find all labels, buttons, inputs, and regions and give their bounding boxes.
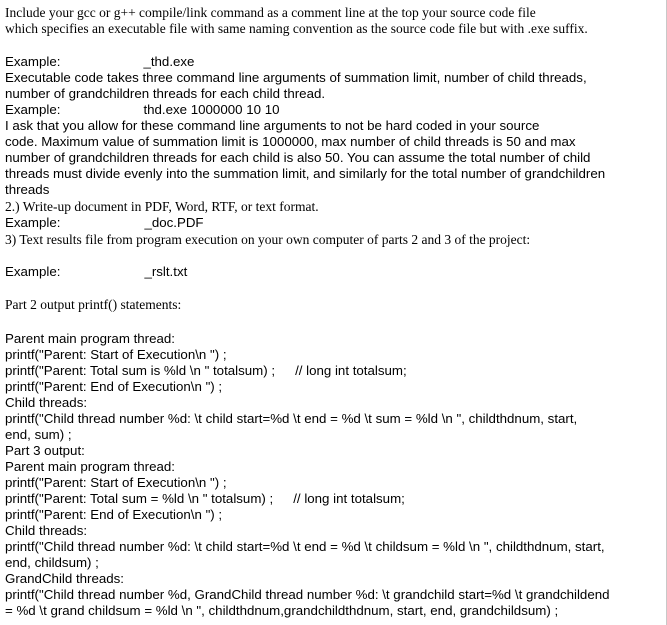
part-3-child-label: Child threads: <box>5 523 88 538</box>
part-3-printf-end: printf("Parent: End of Execution\n ") ; <box>5 507 223 522</box>
part-3-grandchild-line-1: printf("Child thread number %d, GrandChild thread number %d: \t grandchild start=%d \t grandchildend <box>5 587 610 602</box>
code-comment: // long int totalsum; <box>293 491 405 506</box>
part-2-child-label: Child threads: <box>5 395 88 410</box>
intro-line-2: which specifies an executable file with same naming convention as the source code file but with .exe suffix. <box>5 21 588 36</box>
part-3-printf-total <box>5 491 405 507</box>
example-label: Example: <box>5 215 61 230</box>
para-line-4: threads must divide evenly into the summation limit, and similarly for the total number of grandchildren <box>5 166 606 181</box>
args-line-1: Executable code takes three command line arguments of summation limit, number of child threads, <box>5 70 587 85</box>
para-line-3: number of grandchildren threads for each child is also 50. You can assume the total number of child <box>5 150 591 165</box>
part-3-grandchild-line-2: = %d \t grand childsum = %ld \n ", childthdnum,grandchildthdnum, start, end, grandchildsum) ; <box>5 603 559 618</box>
example-results <box>5 264 187 280</box>
example-executable <box>5 54 194 70</box>
part-3-child-line-1: printf("Child thread number %d: \t child start=%d \t end = %d \t childsum = %ld \n ", childthdnum, start, <box>5 539 605 554</box>
example-doc <box>5 215 204 231</box>
example-value: thd.exe 1000000 10 10 <box>143 102 280 117</box>
part-3-child-line-2: end, childsum) ; <box>5 555 99 570</box>
part-3-parent-label: Parent main program thread: <box>5 459 175 474</box>
para-line-5: threads <box>5 182 50 197</box>
section-3-heading: 3) Text results file from program execution on your own computer of parts 2 and 3 of the project: <box>5 232 531 247</box>
example-args <box>5 102 279 118</box>
part-3-heading: Part 3 output: <box>5 443 85 458</box>
redacted-name <box>60 264 144 278</box>
intro-line-1: Include your gcc or g++ compile/link command as a comment line at the top your source code file <box>5 5 536 20</box>
part-2-printf-total <box>5 363 407 379</box>
part-2-child-line-1: printf("Child thread number %d: \t child start=%d \t end = %d \t sum = %ld \n ", childthdnum, start, <box>5 411 578 426</box>
section-2-heading: 2.) Write-up document in PDF, Word, RTF, or text format. <box>5 199 319 214</box>
part-2-printf-end: printf("Parent: End of Execution\n ") ; <box>5 379 223 394</box>
redacted-name <box>60 54 143 68</box>
part-2-child-line-2: end, sum) ; <box>5 427 72 442</box>
example-value: _doc.PDF <box>144 215 204 230</box>
example-label: Example: <box>5 264 61 279</box>
printf-total: printf("Parent: Total sum = %ld \n " totalsum) ; <box>5 491 274 506</box>
part-2-printf-start: printf("Parent: Start of Execution\n ") ; <box>5 347 227 362</box>
para-line-2: code. Maximum value of summation limit is 1000000, max number of child threads is 50 and max <box>5 134 576 149</box>
redacted-name <box>60 102 143 116</box>
example-value: _rslt.txt <box>144 264 188 279</box>
printf-total: printf("Parent: Total sum is %ld \n " totalsum) ; <box>5 363 276 378</box>
part-2-parent-label: Parent main program thread: <box>5 331 175 346</box>
example-label: Example: <box>5 102 61 117</box>
part-3-grandchild-label: GrandChild threads: <box>5 571 124 586</box>
code-comment: // long int totalsum; <box>295 363 407 378</box>
redacted-name <box>60 215 144 229</box>
example-label: Example: <box>5 54 61 69</box>
args-line-2: number of grandchildren threads for each child thread. <box>5 86 326 101</box>
part-3-printf-start: printf("Parent: Start of Execution\n ") ; <box>5 475 227 490</box>
para-line-1: I ask that you allow for these command line arguments to not be hard coded in your source <box>5 118 540 133</box>
part-2-heading: Part 2 output printf() statements: <box>5 297 182 312</box>
example-value: _thd.exe <box>143 54 195 69</box>
